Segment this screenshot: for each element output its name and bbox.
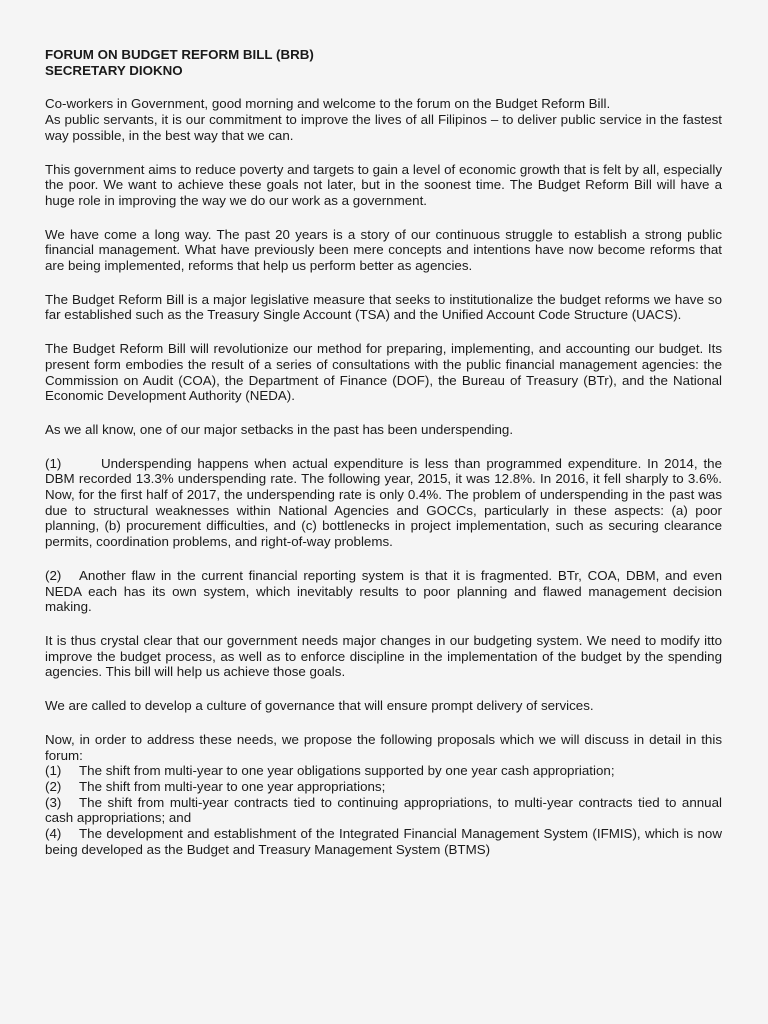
title-block <box>45 47 722 78</box>
point-text: Another flaw in the current financial reporting system is that it is fragmented. BTr, COA, DBM, and even NEDA each has its own system, which inevitably results to poor planning and flawed management decision making. <box>45 567 722 615</box>
list-item-text: The shift from multi-year to one year obligations supported by one year cash appropriation; <box>79 763 615 779</box>
list-item-number: (4) <box>45 826 62 842</box>
list-item <box>45 779 722 795</box>
list-item-text: The shift from multi-year contracts tied to continuing appropriations, to multi-year contracts tied to annual cash appropriations; and <box>45 794 722 826</box>
paragraph-legislative-measure: The Budget Reform Bill is a major legislative measure that seeks to institutionalize the budget reforms we have so far established such as the Treasury Single Account (TSA) and the Unified Account Code Structure (UACS). <box>45 291 722 323</box>
paragraph-culture-of-governance: We are called to develop a culture of governance that will ensure prompt delivery of services. <box>45 698 594 714</box>
list-item-text: The shift from multi-year to one year appropriations; <box>79 778 386 794</box>
proposals-section <box>45 732 722 858</box>
list-item-number: (3) <box>45 794 62 810</box>
point-text: Underspending happens when actual expenditure is less than programmed expenditure. In 2014, the DBM recorded 13.3% underspending rate. The following year, 2015, it was 12.8%. In 2016, it fell sharply to 3.6%. Now, for the first half of 2017, the underspending rate is only 0.4%. The problem of underspending in the past was due to structural weaknesses within National Agencies and GOCCs, particularly in these aspects: (a) poor planning, (b) procurement difficulties, and (c) bottlenecks in project implementation, such as securing clearance permits, coordination problems, and right-of-way problems. <box>45 455 722 550</box>
list-item-text: The development and establishment of the Integrated Financial Management System (IFMIS), which is now being developed as the Budget and Treasury Management System (BTMS) <box>45 826 722 857</box>
paragraph-major-changes: It is thus crystal clear that our government needs major changes in our budgeting system. We need to modify itto improve the budget process, as well as to enforce discipline in the implementation of the budget by the spending agencies. This bill will help us achieve those goals. <box>45 632 722 680</box>
point-fragmented-reporting <box>45 568 722 615</box>
point-underspending <box>45 456 722 550</box>
document-subtitle-speaker: SECRETARY DIOKNO <box>45 62 183 78</box>
paragraph-goals: This government aims to reduce poverty and targets to gain a level of economic growth that is felt by all, especially the poor. We want to achieve these goals not later, but in the soonest time. The Budget Reform Bill will have a huge role in improving the way we do our work as a government. <box>45 161 722 208</box>
point-number: (1) <box>45 455 62 471</box>
paragraph-history: We have come a long way. The past 20 years is a story of our continuous struggle to establish a strong public financial management. What have previously been mere concepts and intentions have now become reforms that are being implemented, reforms that help us perform better as agencies. <box>45 226 722 274</box>
list-item-number: (1) <box>45 763 62 779</box>
proposals-list <box>45 763 722 857</box>
list-item <box>45 795 722 826</box>
intro-commitment: As public servants, it is our commitment to improve the lives of all Filipinos – to deliver public service in the fastest way possible, in the best way that we can. <box>45 112 722 143</box>
paragraph-setbacks: As we all know, one of our major setbacks in the past has been underspending. <box>45 421 514 437</box>
document-title: FORUM ON BUDGET REFORM BILL (BRB) <box>45 47 314 62</box>
list-item <box>45 826 722 857</box>
paragraph-revolutionize: The Budget Reform Bill will revolutionize our method for preparing, implementing, and accounting our budget. Its present form embodies the result of a series of consultations with the public financial management agencies: the Commission on Audit (COA), the Department of Finance (DOF), the Bureau of Treasury (BTr), and the National Economic Development Authority (NEDA). <box>45 341 722 404</box>
intro-greeting: Co-workers in Government, good morning and welcome to the forum on the Budget Reform Bill. <box>45 96 611 112</box>
point-number: (2) <box>45 567 62 583</box>
intro-paragraph <box>45 96 722 143</box>
document-body <box>45 47 722 857</box>
list-item <box>45 763 722 779</box>
proposals-intro: Now, in order to address these needs, we propose the following proposals which we will discuss in detail in this forum: <box>45 731 722 763</box>
list-item-number: (2) <box>45 778 62 794</box>
